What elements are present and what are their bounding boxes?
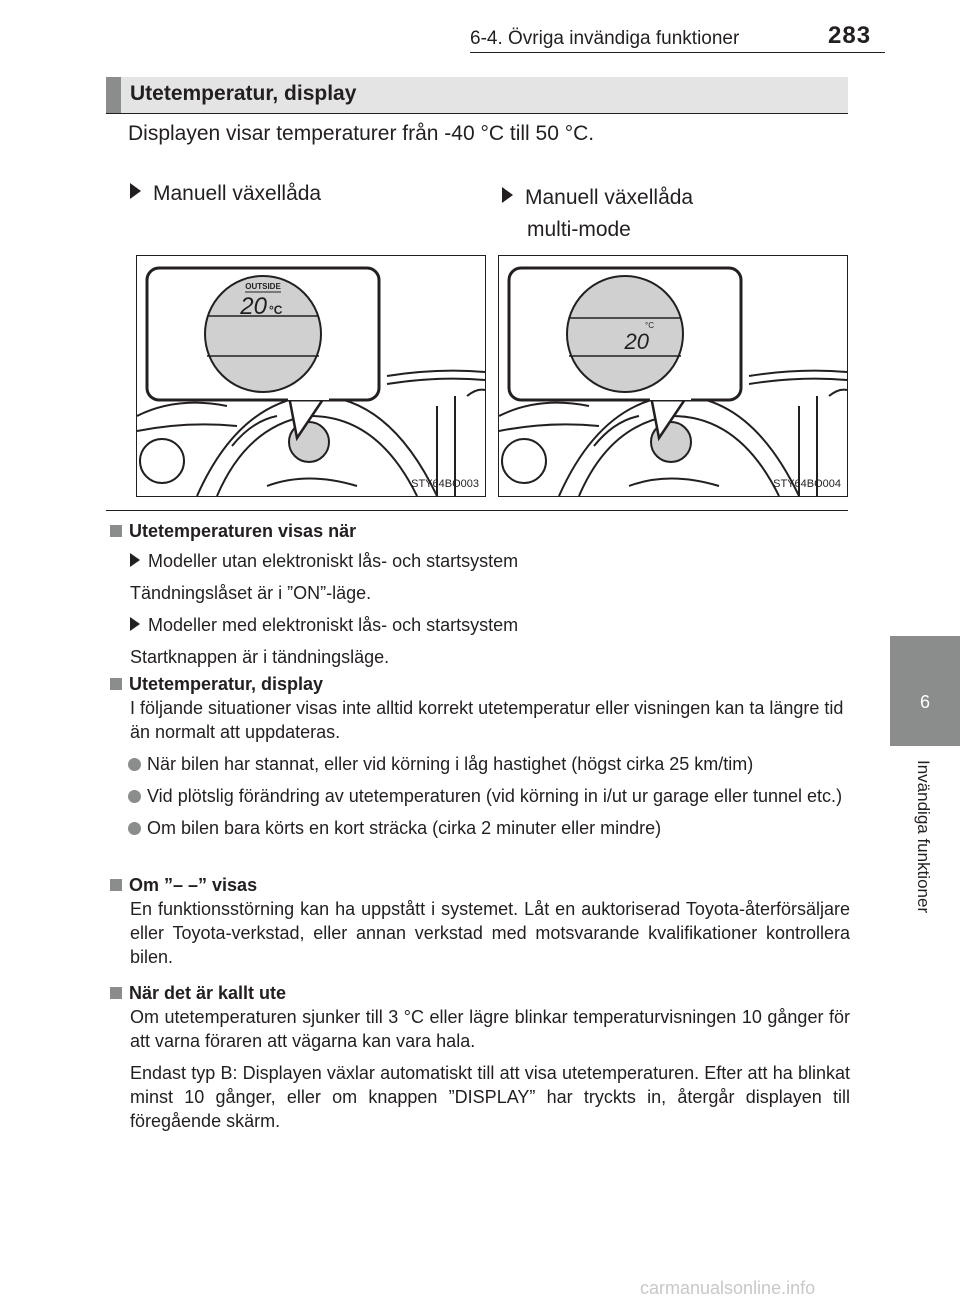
section-divider bbox=[106, 510, 848, 511]
display-temp-unit: °C bbox=[645, 321, 654, 330]
note-heading: Utetemperatur, display bbox=[110, 672, 850, 696]
figure-manual-dashboard bbox=[136, 255, 486, 497]
condition-text: Startknappen är i tändningsläge. bbox=[130, 647, 390, 667]
circle-bullet-icon bbox=[128, 790, 141, 803]
note-text: En funktionsstörning kan ha uppstått i systemet. Låt en auktoriserad Toyota-återförsäljare eller Toyota-verkstad, eller annan verkstad med motsvarande kvalifikationer kontrollera bilen. bbox=[130, 899, 850, 967]
square-bullet-icon bbox=[110, 879, 122, 891]
page-number: 283 bbox=[828, 22, 872, 49]
note-dash-displayed bbox=[110, 873, 850, 969]
triangle-icon bbox=[130, 553, 140, 567]
option-manual bbox=[130, 182, 321, 206]
chapter-number: 6 bbox=[919, 692, 930, 712]
option-manual-label: Manuell växellåda bbox=[153, 182, 322, 205]
watermark: carmanualsonline.info bbox=[640, 1278, 816, 1298]
section-heading-bar bbox=[106, 77, 848, 114]
note-display-conditions bbox=[110, 519, 850, 669]
chapter-tab bbox=[890, 636, 960, 746]
option-multimode-label: Manuell växellåda bbox=[525, 186, 694, 209]
triangle-icon bbox=[130, 617, 140, 631]
section-marker bbox=[106, 77, 121, 113]
note-heading: Om ”– –” visas bbox=[110, 873, 850, 897]
subcondition: Modeller utan elektroniskt lås- och startsystem bbox=[110, 549, 850, 573]
header-title: 6-4. Övriga invändiga funktioner bbox=[470, 28, 740, 49]
display-temp-unit: °C bbox=[269, 303, 283, 317]
display-label-outside: OUTSIDE bbox=[245, 282, 281, 291]
note-text: I följande situationer visas inte alltid korrekt utetemperatur eller visningen kan ta längre tid än normalt att uppdateras. bbox=[130, 698, 844, 742]
circle-bullet-icon bbox=[128, 822, 141, 835]
header-rule bbox=[470, 52, 885, 53]
option-multimode bbox=[502, 182, 693, 246]
note-text: Endast typ B: Displayen växlar automatiskt till att visa utetemperaturen. Efter att ha blinkat minst 10 gånger, eller om knappen ”DISPLAY” har tryckts in, återgår displayen till föregående skärm. bbox=[130, 1063, 850, 1131]
square-bullet-icon bbox=[110, 525, 122, 537]
circle-bullet-icon bbox=[128, 758, 141, 771]
triangle-icon bbox=[130, 183, 141, 199]
figure-code: STY64BO003 bbox=[411, 478, 479, 490]
note-text: Om utetemperaturen sjunker till 3 °C eller lägre blinkar temperaturvisningen 10 gånger för att varna föraren att vägarna kan vara hala. bbox=[130, 1007, 850, 1051]
condition-text: Tändningslåset är i ”ON”-läge. bbox=[130, 583, 372, 603]
intro-text: Displayen visar temperaturer från -40 °C till 50 °C. bbox=[128, 122, 595, 145]
section-title: Utetemperatur, display bbox=[130, 82, 357, 105]
option-multimode-label-2: multi-mode bbox=[527, 218, 631, 241]
note-cold-outside bbox=[110, 981, 850, 1133]
note-temperature-display bbox=[110, 672, 850, 840]
note-heading: Utetemperaturen visas när bbox=[110, 519, 850, 543]
figure-code: STY64BO004 bbox=[773, 478, 841, 490]
list-item: När bilen har stannat, eller vid körning i låg hastighet (högst cirka 25 km/tim) bbox=[110, 752, 850, 776]
square-bullet-icon bbox=[110, 987, 122, 999]
chapter-label-text: Invändiga funktioner bbox=[914, 760, 933, 914]
chapter-side-label bbox=[888, 760, 958, 960]
figure-multimode-dashboard bbox=[498, 255, 848, 497]
dashboard-illustration bbox=[137, 256, 485, 496]
display-temp-value: 20 bbox=[240, 293, 267, 320]
triangle-icon bbox=[502, 187, 513, 203]
square-bullet-icon bbox=[110, 678, 122, 690]
dashboard-illustration bbox=[499, 256, 847, 496]
list-item: Vid plötslig förändring av utetemperaturen (vid körning in i/ut ur garage eller tunnel etc.) bbox=[110, 784, 850, 808]
note-heading: När det är kallt ute bbox=[110, 981, 850, 1005]
list-item: Om bilen bara körts en kort sträcka (cirka 2 minuter eller mindre) bbox=[110, 816, 850, 840]
subcondition: Modeller med elektroniskt lås- och startsystem bbox=[110, 613, 850, 637]
display-temp-value: 20 bbox=[624, 329, 649, 354]
